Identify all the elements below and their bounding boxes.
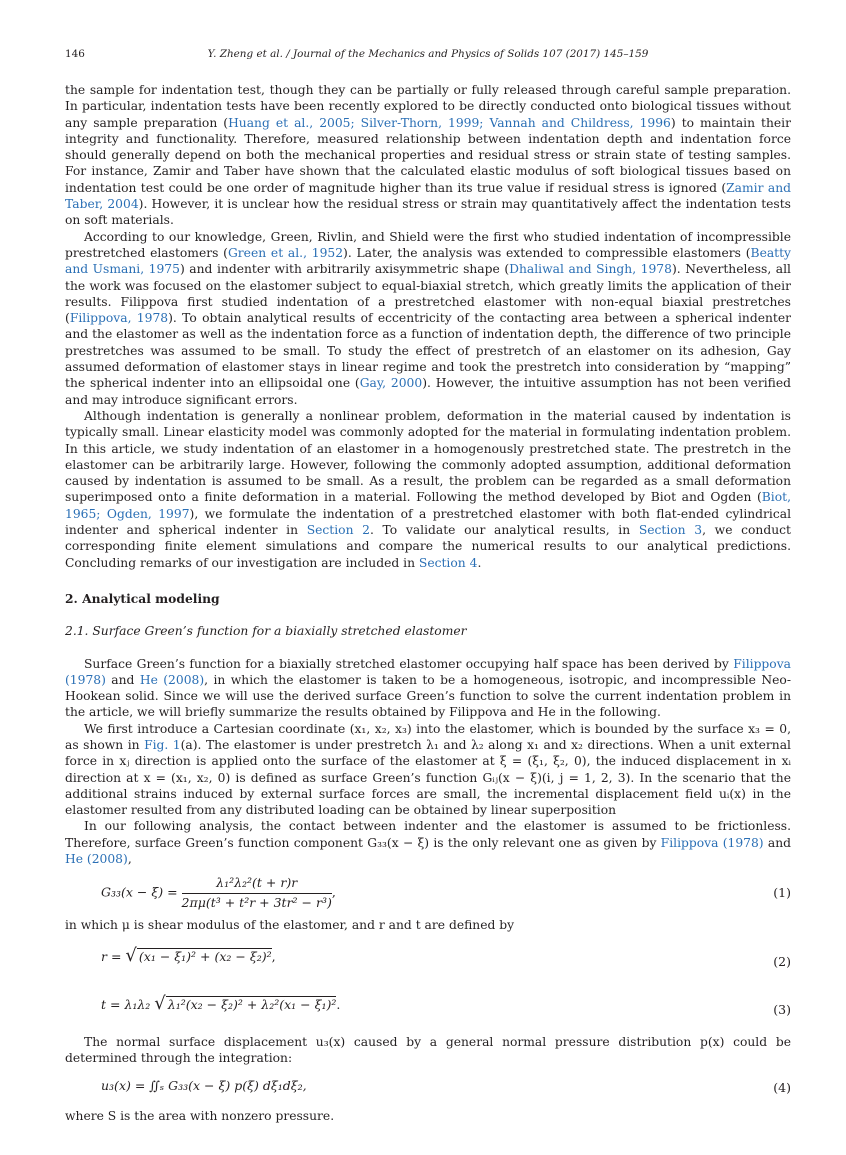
paragraph-3: Although indentation is generally a nonlinear problem, deformation in the material caused by indentation is typically small. Linear elasticity model was commonly adopted for the material in formulating indentation problem. In this article, we study indentation of an elastomer in a homogenously prestretched state. The prestretch in the elastomer can be arbitrarily large. However, following the commonly adopted assumption, additional deformation caused by indentation is assumed to be small. As a result, the problem can be regarded as a small deformation superimposed onto a finite deformation in a material. Following the method developed by Biot and Ogden (Biot, 1965; Ogden, 1997), we formulate the indentation of a prestretched elastomer with both flat-ended cylindrical indenter and spherical indenter in Section 2. To validate our analytical results, in Section 3, we conduct corresponding finite element simulations and compare the numerical results to our analytical predictions. Concluding remarks of our investigation are included in Section 4.: [65, 408, 792, 570]
citation-link[interactable]: Zamir and Taber, 2004: [65, 180, 791, 212]
paragraph-7: in which μ is shear modulus of the elastomer, and r and t are defined by: [65, 918, 515, 933]
citation-link[interactable]: Huang et al., 2005; Silver-Thorn, 1999; Vannah and Childress, 1996: [228, 115, 671, 130]
page-number: 146: [65, 48, 85, 60]
equation-2: r = √ (x₁ − ξ₁)² + (x₂ − ξ₂)², (2): [101, 944, 791, 969]
citation-link[interactable]: He (2008): [65, 852, 128, 867]
paragraph-2: According to our knowledge, Green, Rivlin, and Shield were the first who studied indentation of incompressible prestretched elastomers (Green et al., 1952). Later, the analysis was extended to compressible elastomers (Beatty and Usmani, 1975) and indenter with arbitrarily axisymmetric shape (Dhaliwal and Singh, 1978). Nevertheless, all the work was focused on the elastomer subject to equal-biaxial stretch, which greatly limits the application of their results. Filippova first studied indentation of a prestretched elastomer with non-equal biaxial prestretches (Filippova, 1978). To obtain analytical results of eccentricity of the contacting area between a spherical indenter and the elastomer as well as the indentation force as a function of indentation depth, the difference of two principle prestretches was assumed to be small. To study the effect of prestretch of an elastomer on its adhesion, Gay assumed deformation of elastomer stays in linear regime and took the prestretch into consideration by “mapping” the spherical indenter into an ellipsoidal one (Gay, 2000). However, the intuitive assumption has not been verified and may introduce significant errors.: [65, 229, 792, 407]
article-body: [65, 82, 791, 1125]
paragraph-1: the sample for indentation test, though they can be partially or fully released through careful sample preparation. In particular, indentation tests have been recently explored to be directly conducted onto biological tissues without any sample preparation (Huang et al., 2005; Silver-Thorn, 1999; Vannah and Childress, 1996) to maintain their integrity and functionality. Therefore, measured relationship between indentation depth and indentation force should generally depend on both the mechanical properties and residual stress or strain state of testing samples. For instance, Zamir and Taber have shown that the calculated elastic modulus of soft biological tissues based on indentation test could be one order of magnitude higher than its true value if residual stress is ignored (Zamir and Taber, 2004). However, it is unclear how the residual stress or strain may quantitatively affect the indentation tests on soft materials.: [65, 83, 791, 228]
section-link[interactable]: Section 3: [638, 523, 703, 538]
citation-link[interactable]: Filippova (1978): [660, 835, 764, 850]
section-heading: 2. Analytical modeling: [65, 590, 220, 606]
section-link[interactable]: Section 2: [306, 523, 370, 538]
citation-link[interactable]: Filippova, 1978: [69, 311, 169, 326]
citation-link[interactable]: Dhaliwal and Singh, 1978: [509, 262, 672, 277]
running-header: [65, 48, 791, 66]
citation-link[interactable]: Filippova (1978): [65, 656, 791, 687]
equation-3: t = λ₁λ₂ √ λ₁²(x₂ − ξ₂)² + λ₂²(x₁ − ξ₁)². (3): [101, 992, 791, 1017]
figure-link[interactable]: Fig. 1: [144, 737, 181, 752]
page: [65, 48, 791, 1125]
equation-number: (3): [773, 1001, 791, 1017]
paragraph-5: We first introduce a Cartesian coordinate (x₁, x₂, x₃) into the elastomer, which is bounded by the surface x₃ = 0, as shown in Fig. 1(a). The elastomer is under prestretch λ₁ and λ₂ along x₁ and x₂ directions. When a unit external force in xⱼ direction is applied onto the surface of the elastomer at ξ = (ξ₁, ξ₂, 0), the induced displacement in xᵢ direction at x = (x₁, x₂, 0) is defined as surface Green’s function Gᵢⱼ(x − ξ)(i, j = 1, 2, 3). In the scenario that the additional strains induced by external surface forces are small, the incremental displacement field uᵢ(x) in the elastomer resulted from any distributed loading can be obtained by linear superposition: [65, 721, 791, 818]
equation-1: G₃₃(x − ξ) = $\frac{\text{λ₁²λ₂²(t + r)r}}{\text{2πμ(t³ + t²r + 3tr² − r³)}}$ , (1): [101, 875, 791, 910]
paragraph-9: where S is the area with nonzero pressure.: [65, 1109, 335, 1124]
citation-link[interactable]: Gay, 2000: [359, 376, 423, 391]
equation-number: (1): [773, 885, 791, 901]
paragraph-4: Surface Green’s function for a biaxially stretched elastomer occupying half space has been derived by Filippova (1978) and He (2008), in which the elastomer is taken to be a homogeneous, isotropic, and incompressible Neo-Hookean solid. Since we will use the derived surface Green’s function to solve the current indentation problem in the article, we will briefly summarize the results obtained by Filippova and He in the following.: [65, 656, 791, 720]
equation-number: (4): [773, 1080, 791, 1096]
paragraph-6: In our following analysis, the contact between indenter and the elastomer is assumed to be frictionless. Therefore, surface Green’s function component G₃₃(x − ξ) is the only relevant one as given by Filippova (1978) and He (2008),: [65, 819, 791, 867]
paragraph-8: The normal surface displacement u₃(x) caused by a general normal pressure distribution p(x) could be determined through the integration:: [65, 1034, 791, 1065]
section-link[interactable]: Section 4: [418, 555, 478, 570]
citation-link[interactable]: Beatty and Usmani, 1975: [65, 245, 792, 277]
citation-link[interactable]: He (2008): [139, 672, 205, 687]
equation-4: u₃(x) = ∬ₛ G₃₃(x − ξ) p(ξ) dξ₁dξ₂, (4): [101, 1078, 791, 1096]
citation-link[interactable]: Biot, 1965; Ogden, 1997: [65, 490, 791, 521]
subsection-heading: 2.1. Surface Green’s function for a biaxially stretched elastomer: [65, 624, 467, 639]
equation-number: (2): [773, 953, 791, 969]
running-title: Y. Zheng et al. / Journal of the Mechanics and Physics of Solids 107 (2017) 145–159: [207, 48, 649, 60]
citation-link[interactable]: Green et al., 1952: [227, 245, 344, 260]
